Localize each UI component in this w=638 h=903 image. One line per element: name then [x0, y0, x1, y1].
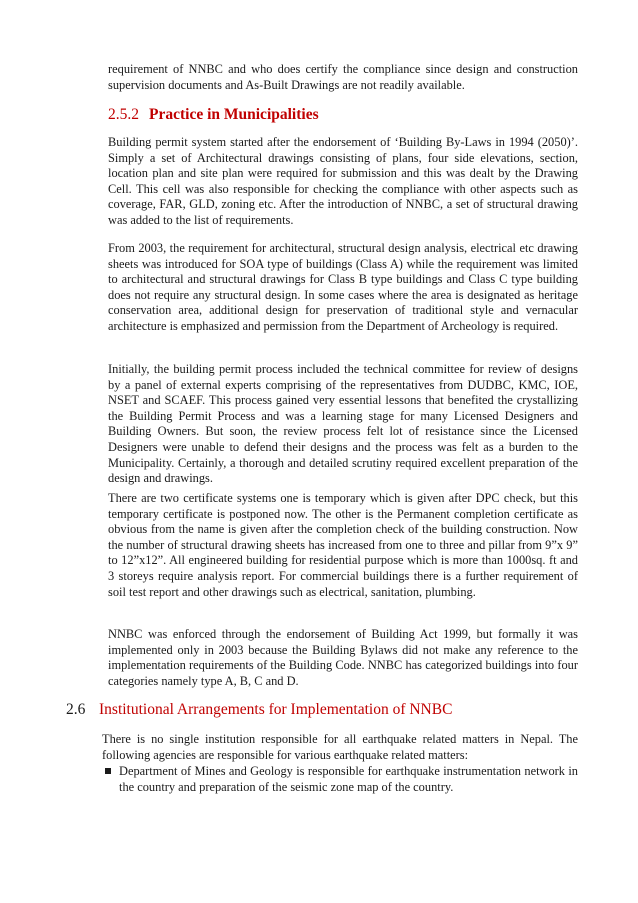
paragraph-nnbc-enforced — [108, 627, 578, 689]
paragraph-institutions-intro — [102, 732, 578, 763]
paragraph-text: NNBC was enforced through the endorsement of Building Act 1999, but formally it was implemented only in 2003 because the Building Bylaws did not make any reference to the implementation requirements of the Building Code. NNBC has categorized buildings into four categories namely type A, B, C and D. — [108, 627, 578, 688]
section-number: 2.5.2 — [108, 106, 139, 123]
paragraph-building-permit — [108, 135, 578, 229]
paragraph-from-2003 — [108, 241, 578, 335]
paragraph-text: From 2003, the requirement for architectural, structural design analysis, electrical etc drawing sheets was introduced for SOA type of buildings (Class A) while the requirement was limited to architectural and structural drawings for Class B type buildings and Class C type building does not require any structural design. In some cases where the area is designated as heritage conservation area, additional design for preservation of traditional style and vernacular architecture is emphasized and permission from the Department of Archeology is required. — [108, 241, 578, 333]
paragraph-text: Building permit system started after the endorsement of ‘Building By-Laws in 1994 (2050)’. Simply a set of Architectural drawings consisting of plans, four side elevations, section, location plan and site plan were required for submission and this was dealt by the Drawing Cell. This cell was also responsible for checking the compliance with other aspects such as coverage, FAR, GLD, zoning etc. After the introduction of NNBC, a set of structural drawing was added to the list of requirements. — [108, 135, 578, 227]
section-2-6-heading — [66, 701, 452, 719]
section-number: 2.6 — [66, 701, 86, 718]
paragraph-certificate-systems — [108, 491, 578, 600]
square-bullet-icon — [105, 768, 111, 774]
section-title: Practice in Municipalities — [149, 106, 319, 123]
paragraph-text: Initially, the building permit process included the technical committee for review of designs by a panel of external experts comprising of the representatives from DUDBC, KMC, IOE, NSET and SCAEF. This process gained very essential lessons that benefited the crystallizing the Building Permit Process and was a learning stage for many Licensed Designers and Building Owners. But soon, the review process felt lot of resistance since the Licensed Designers were unable to defend their designs and the process was felt as a burden to the Municipality. Certainly, a thorough and detailed scrutiny required excellent preparation of the design and drawings. — [108, 362, 578, 486]
list-item — [102, 764, 578, 795]
paragraph-text: There are two certificate systems one is temporary which is given after DPC check, but this temporary certificate is postponed now. The other is the Permanent completion certificate as obvious from the name is given after the completion check of the building construction. Now the number of structural drawing sheets has increased from one to three and pillar from 9”x 9” to 12”x12”. All engineered building for residential purpose which is more than 1000sq. ft and 3 storeys require analysis report. For commercial buildings there is a further requirement of soil test report and other drawings such as electrical, sanitation, plumbing. — [108, 491, 578, 599]
continuation-text: requirement of NNBC and who does certify the compliance since design and construction supervision documents and As-Built Drawings are not readily available. — [108, 62, 578, 92]
paragraph-initially — [108, 362, 578, 487]
continuation-paragraph — [108, 62, 578, 93]
list-item-text: Department of Mines and Geology is responsible for earthquake instrumentation network in the country and preparation of the seismic zone map of the country. — [119, 764, 578, 794]
section-title: Institutional Arrangements for Implementation of NNBC — [99, 701, 453, 718]
paragraph-text: There is no single institution responsible for all earthquake related matters in Nepal. The following agencies are responsible for various earthquake related matters: — [102, 732, 578, 762]
section-2-5-2-heading — [108, 106, 319, 124]
